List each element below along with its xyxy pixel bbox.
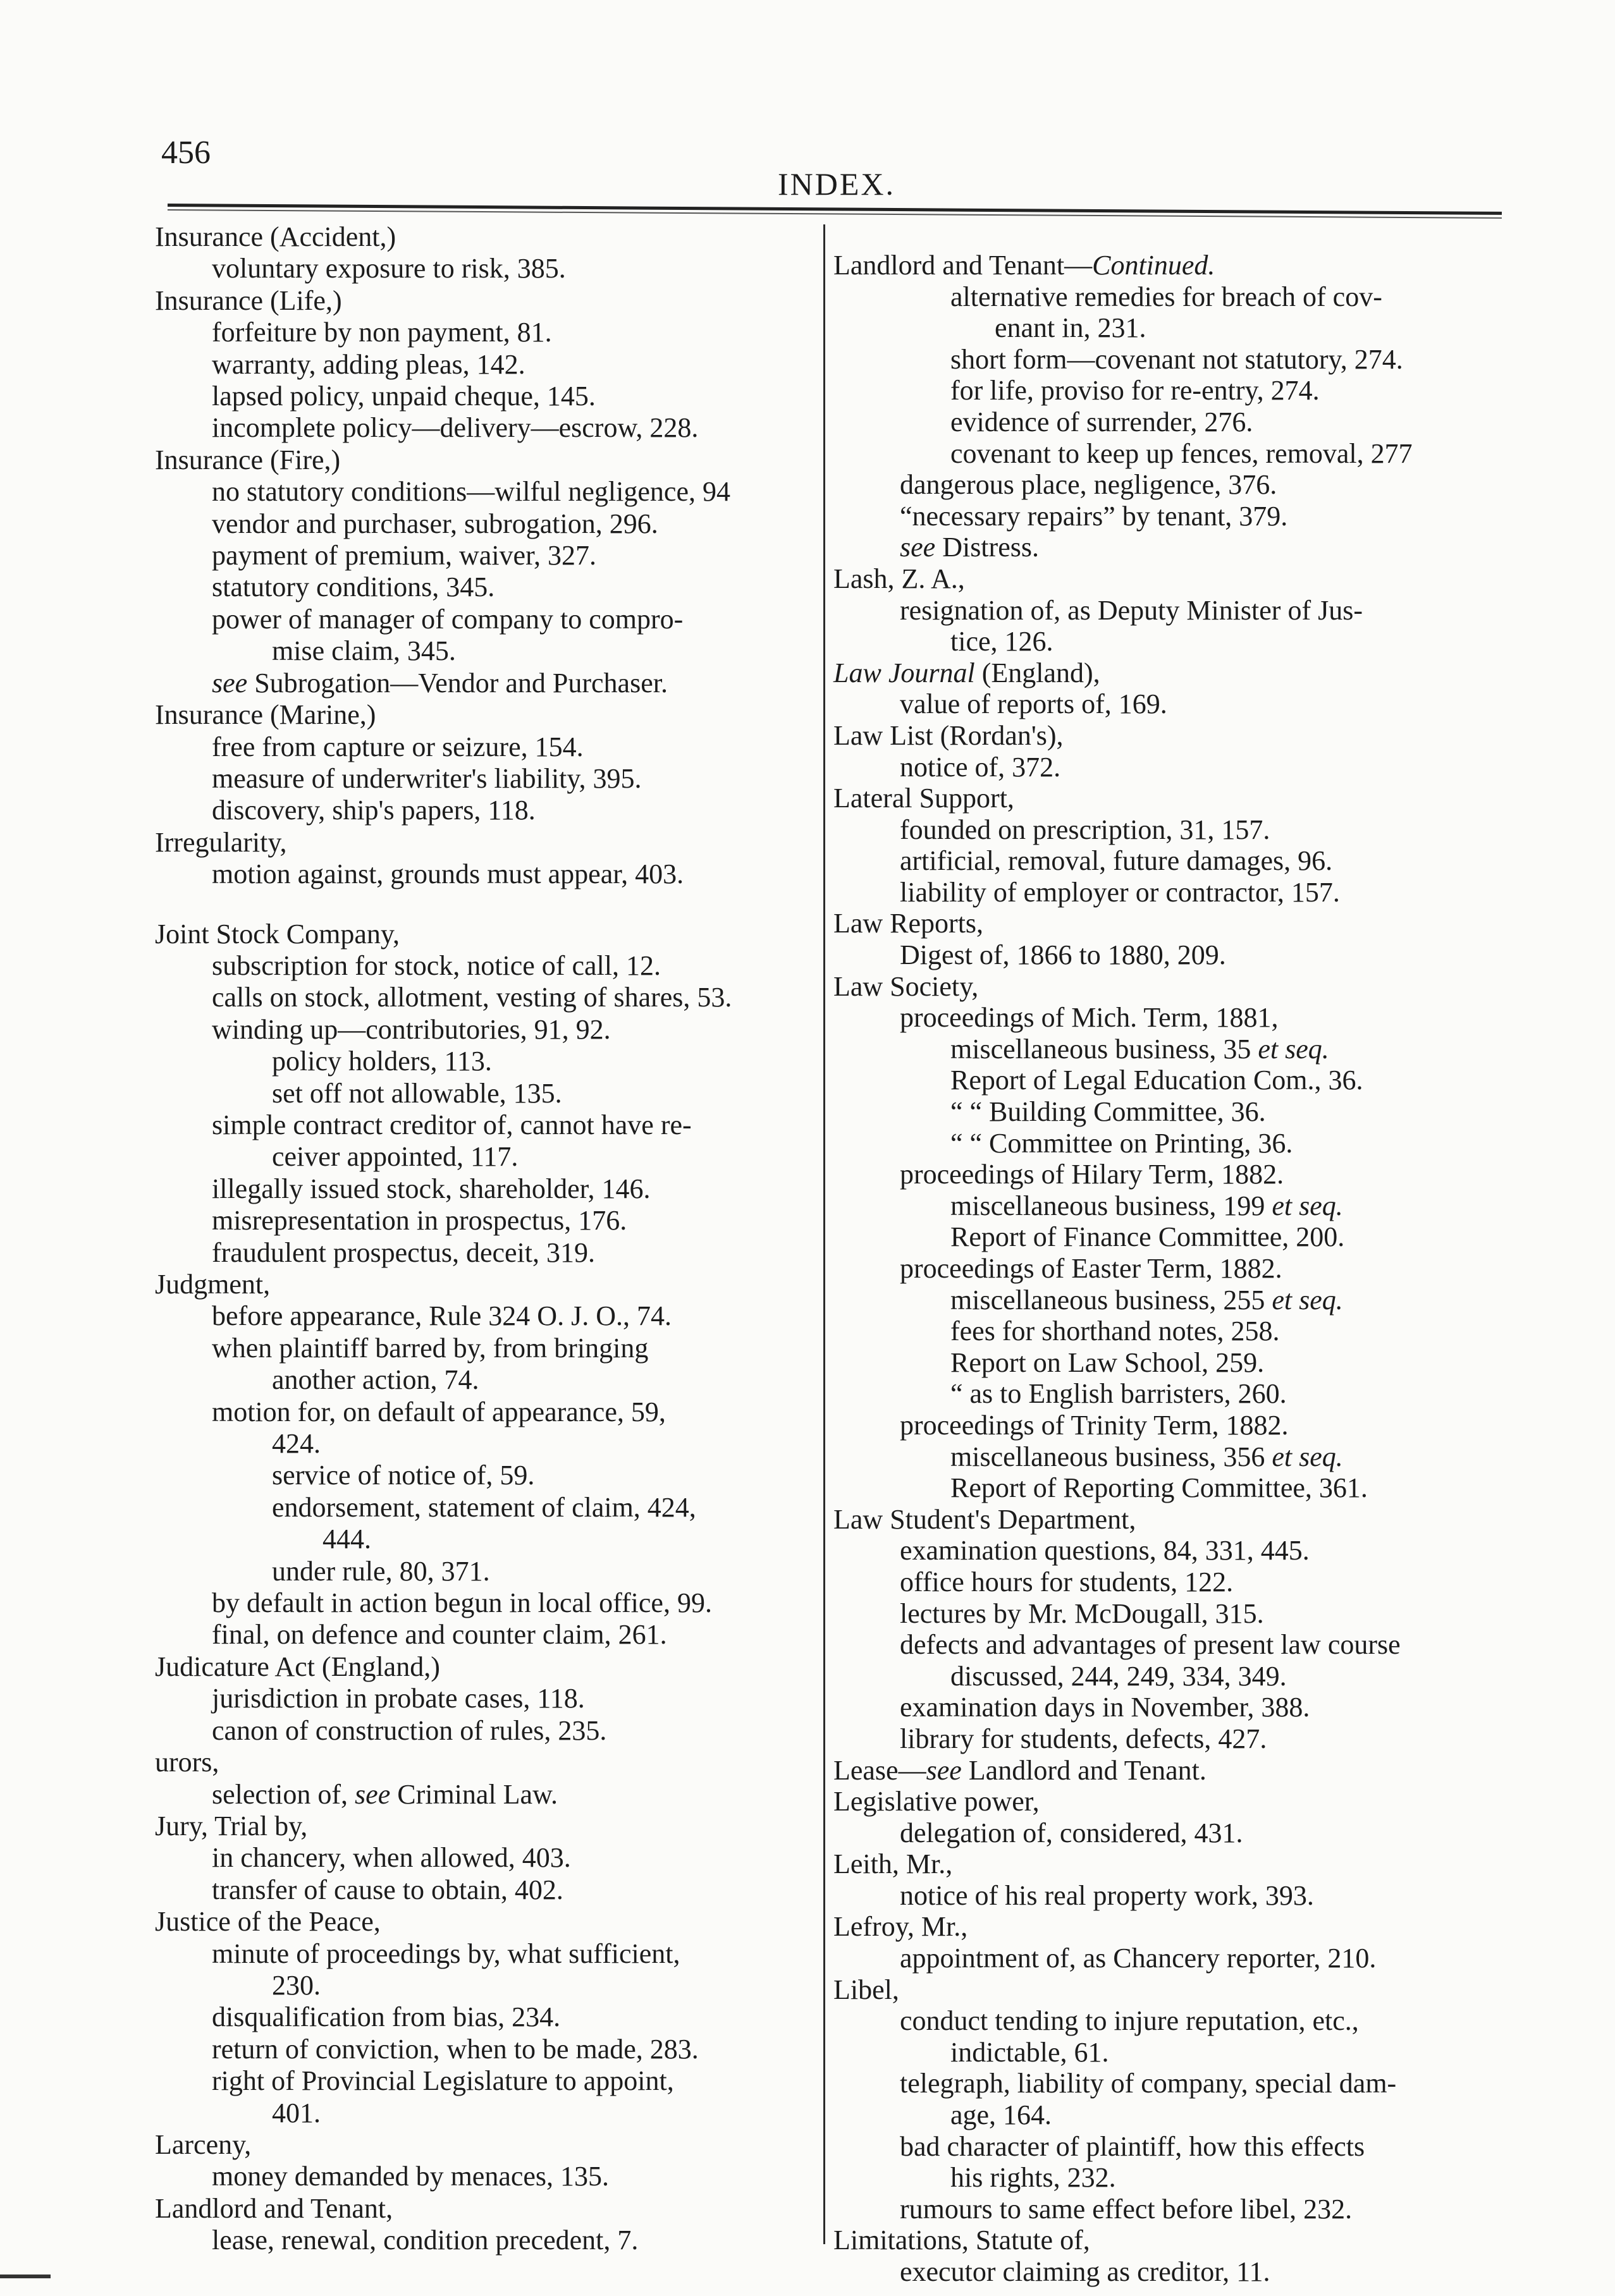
index-subentry: misrepresentation in prospectus, 176. bbox=[212, 1205, 627, 1237]
index-heading: Insurance (Marine,) bbox=[155, 699, 376, 731]
index-subentry: “ “ Building Committee, 36. bbox=[950, 1096, 1266, 1128]
index-subentry: voluntary exposure to risk, 385. bbox=[212, 253, 566, 284]
index-heading: urors, bbox=[155, 1747, 219, 1778]
index-subentry: right of Provincial Legislature to appoint, bbox=[212, 2065, 674, 2097]
index-heading: Lease—see Landlord and Tenant. bbox=[833, 1754, 1207, 1786]
index-subentry: lease, renewal, condition precedent, 7. bbox=[212, 2225, 639, 2256]
index-heading: Justice of the Peace, bbox=[155, 1906, 381, 1938]
index-heading: Insurance (Fire,) bbox=[155, 444, 341, 475]
index-subentry: 424. bbox=[272, 1428, 321, 1460]
index-subentry: under rule, 80, 371. bbox=[272, 1555, 490, 1587]
left-index-column bbox=[155, 221, 806, 2257]
index-subentry: resignation of, as Deputy Minister of Jus- bbox=[900, 594, 1363, 626]
index-subentry: conduct tending to injure reputation, etc., bbox=[900, 2005, 1359, 2037]
index-subentry: 401. bbox=[272, 2097, 321, 2128]
index-subentry: calls on stock, allotment, vesting of shares, 53. bbox=[212, 982, 732, 1013]
index-subentry: liability of employer or contractor, 157. bbox=[900, 876, 1340, 908]
index-subentry: founded on prescription, 31, 157. bbox=[900, 814, 1270, 845]
index-subentry: another action, 74. bbox=[272, 1364, 479, 1396]
index-heading: Larceny, bbox=[155, 2128, 252, 2160]
index-subentry: vendor and purchaser, subrogation, 296. bbox=[212, 508, 658, 539]
index-heading: Legislative power, bbox=[833, 1786, 1040, 1817]
index-subentry: proceedings of Hilary Term, 1882. bbox=[900, 1159, 1284, 1190]
index-subentry: money demanded by menaces, 135. bbox=[212, 2161, 610, 2192]
index-subentry: forfeiture by non payment, 81. bbox=[212, 317, 552, 348]
index-subentry: 444. bbox=[322, 1524, 371, 1555]
index-heading: Landlord and Tenant, bbox=[155, 2192, 393, 2224]
index-subentry: notice of his real property work, 393. bbox=[900, 1879, 1314, 1911]
index-subentry: set off not allowable, 135. bbox=[272, 1077, 562, 1109]
index-subentry: rumours to same effect before libel, 232. bbox=[900, 2193, 1353, 2225]
index-subentry: by default in action begun in local office, 99. bbox=[212, 1587, 712, 1619]
index-subentry: Report of Reporting Committee, 361. bbox=[950, 1472, 1368, 1504]
index-subentry: bad character of plaintiff, how this effects bbox=[900, 2130, 1365, 2162]
index-subentry: age, 164. bbox=[950, 2099, 1052, 2131]
index-subentry: final, on defence and counter claim, 261. bbox=[212, 1619, 667, 1651]
index-heading: Irregularity, bbox=[155, 826, 287, 858]
index-subentry: 230. bbox=[272, 1969, 321, 2001]
index-heading: Law Student's Department, bbox=[833, 1503, 1136, 1535]
index-subentry: warranty, adding pleas, 142. bbox=[212, 348, 525, 380]
index-subentry: simple contract creditor of, cannot have re- bbox=[212, 1109, 692, 1140]
index-heading: Judicature Act (England,) bbox=[155, 1651, 440, 1682]
index-heading: Leith, Mr., bbox=[833, 1848, 953, 1880]
index-subentry: fees for shorthand notes, 258. bbox=[950, 1316, 1280, 1347]
index-subentry: appointment of, as Chancery reporter, 210. bbox=[900, 1943, 1377, 1974]
index-subentry: dangerous place, negligence, 376. bbox=[900, 469, 1277, 501]
index-subentry: power of manager of company to compro- bbox=[212, 603, 684, 635]
index-subentry: miscellaneous business, 356 et seq. bbox=[950, 1441, 1343, 1472]
column-divider bbox=[823, 224, 825, 2244]
index-subentry: motion against, grounds must appear, 403. bbox=[212, 858, 684, 890]
index-heading: Law Journal (England), bbox=[833, 657, 1100, 688]
index-subentry: alternative remedies for breach of cov- bbox=[950, 281, 1382, 312]
index-subentry: value of reports of, 169. bbox=[900, 688, 1167, 720]
index-subentry: statutory conditions, 345. bbox=[212, 571, 495, 603]
index-subentry: examination days in November, 388. bbox=[900, 1692, 1310, 1723]
index-subentry: evidence of surrender, 276. bbox=[950, 406, 1253, 437]
index-subentry: see Distress. bbox=[900, 532, 1039, 563]
index-subentry: proceedings of Trinity Term, 1882. bbox=[900, 1409, 1289, 1441]
index-subentry: proceedings of Mich. Term, 1881, bbox=[900, 1002, 1279, 1034]
index-subentry: “ as to English barristers, 260. bbox=[950, 1378, 1287, 1410]
index-subentry: payment of premium, waiver, 327. bbox=[212, 540, 596, 571]
index-subentry: see Subrogation—Vendor and Purchaser. bbox=[212, 667, 668, 699]
index-subentry: Report of Finance Committee, 200. bbox=[950, 1221, 1345, 1253]
index-subentry: executor claiming as creditor, 11. bbox=[900, 2256, 1270, 2287]
index-subentry: notice of, 372. bbox=[900, 751, 1061, 783]
index-heading bbox=[155, 891, 806, 919]
index-subentry: measure of underwriter's liability, 395. bbox=[212, 762, 642, 794]
index-subentry: canon of construction of rules, 235. bbox=[212, 1714, 607, 1746]
running-head: INDEX. bbox=[778, 166, 896, 202]
index-subentry: artificial, removal, future damages, 96. bbox=[900, 845, 1333, 877]
index-subentry: “necessary repairs” by tenant, 379. bbox=[900, 500, 1288, 532]
index-heading: Judgment, bbox=[155, 1269, 271, 1300]
index-subentry: policy holders, 113. bbox=[272, 1046, 492, 1077]
index-subentry: subscription for stock, notice of call, 12. bbox=[212, 950, 661, 981]
index-subentry: disqualification from bias, 234. bbox=[212, 2001, 561, 2033]
index-heading: Law List (Rordan's), bbox=[833, 719, 1064, 751]
index-heading: Lash, Z. A., bbox=[833, 563, 965, 594]
index-subentry: motion for, on default of appearance, 59, bbox=[212, 1396, 666, 1427]
index-heading: Limitations, Statute of, bbox=[833, 2225, 1090, 2256]
index-heading: Insurance (Life,) bbox=[155, 284, 342, 316]
index-subentry: fraudulent prospectus, deceit, 319. bbox=[212, 1237, 596, 1268]
index-subentry: miscellaneous business, 199 et seq. bbox=[950, 1190, 1343, 1221]
index-subentry: office hours for students, 122. bbox=[900, 1566, 1234, 1597]
index-subentry: transfer of cause to obtain, 402. bbox=[212, 1874, 563, 1905]
index-subentry: free from capture or seizure, 154. bbox=[212, 731, 584, 762]
footer-mark bbox=[0, 2275, 51, 2278]
index-heading: Lateral Support, bbox=[833, 783, 1014, 814]
index-subentry: selection of, see Criminal Law. bbox=[212, 1778, 558, 1810]
index-subentry: service of notice of, 59. bbox=[272, 1460, 535, 1491]
index-heading: Law Society, bbox=[833, 970, 979, 1002]
index-subentry: for life, proviso for re-entry, 274. bbox=[950, 375, 1320, 406]
index-subentry: telegraph, liability of company, special dam- bbox=[900, 2068, 1397, 2099]
index-subentry: lapsed policy, unpaid cheque, 145. bbox=[212, 381, 596, 412]
index-heading: Insurance (Accident,) bbox=[155, 221, 396, 252]
index-subentry: discussed, 244, 249, 334, 349. bbox=[950, 1660, 1287, 1692]
index-subentry: minute of proceedings by, what sufficient, bbox=[212, 1938, 680, 1969]
index-subentry: delegation of, considered, 431. bbox=[900, 1817, 1243, 1848]
index-subentry: ceiver appointed, 117. bbox=[272, 1141, 519, 1173]
index-subentry: library for students, defects, 427. bbox=[900, 1723, 1267, 1754]
index-subentry: jurisdiction in probate cases, 118. bbox=[212, 1683, 585, 1714]
index-heading: Libel, bbox=[833, 1974, 899, 2005]
index-subentry: short form—covenant not statutory, 274. bbox=[950, 343, 1403, 375]
index-heading: Joint Stock Company, bbox=[155, 918, 400, 950]
index-subentry: covenant to keep up fences, removal, 277 bbox=[950, 437, 1413, 469]
index-subentry: winding up—contributories, 91, 92. bbox=[212, 1013, 611, 1045]
index-subentry: Digest of, 1866 to 1880, 209. bbox=[900, 939, 1226, 971]
index-subentry: lectures by Mr. McDougall, 315. bbox=[900, 1597, 1264, 1629]
index-subentry: “ “ Committee on Printing, 36. bbox=[950, 1127, 1293, 1159]
index-subentry: no statutory conditions—wilful negligence, 94 bbox=[212, 476, 730, 508]
header-rule bbox=[168, 204, 1502, 219]
index-subentry: Report on Law School, 259. bbox=[950, 1346, 1265, 1378]
index-subentry: return of conviction, when to be made, 283. bbox=[212, 2033, 699, 2065]
index-subentry: proceedings of Easter Term, 1882. bbox=[900, 1253, 1282, 1284]
index-subentry: discovery, ship's papers, 118. bbox=[212, 795, 536, 826]
index-heading: Law Reports, bbox=[833, 908, 984, 939]
index-subentry: examination questions, 84, 331, 445. bbox=[900, 1535, 1310, 1566]
index-subentry: incomplete policy—delivery—escrow, 228. bbox=[212, 412, 699, 444]
index-subentry: enant in, 231. bbox=[995, 312, 1146, 344]
index-subentry: miscellaneous business, 255 et seq. bbox=[950, 1284, 1343, 1316]
index-subentry: illegally issued stock, shareholder, 146. bbox=[212, 1173, 651, 1204]
index-subentry: before appearance, Rule 324 O. J. O., 74. bbox=[212, 1300, 672, 1332]
index-subentry: mise claim, 345. bbox=[272, 635, 456, 667]
index-heading: Landlord and Tenant—Continued. bbox=[833, 250, 1215, 281]
index-subentry: defects and advantages of present law course bbox=[900, 1629, 1401, 1661]
index-subentry: his rights, 232. bbox=[950, 2162, 1116, 2194]
index-subentry: Report of Legal Education Com., 36. bbox=[950, 1065, 1363, 1096]
index-heading: Jury, Trial by, bbox=[155, 1810, 308, 1841]
index-subentry: in chancery, when allowed, 403. bbox=[212, 1842, 571, 1874]
index-subentry: tice, 126. bbox=[950, 626, 1053, 657]
index-subentry: endorsement, statement of claim, 424, bbox=[272, 1491, 696, 1523]
index-subentry: when plaintiff barred by, from bringing bbox=[212, 1332, 649, 1364]
index-subentry: miscellaneous business, 35 et seq. bbox=[950, 1033, 1329, 1065]
index-subentry: indictable, 61. bbox=[950, 2036, 1109, 2068]
index-heading: Lefroy, Mr., bbox=[833, 1911, 968, 1943]
right-index-column bbox=[833, 250, 1499, 2288]
page-number: 456 bbox=[161, 135, 211, 171]
